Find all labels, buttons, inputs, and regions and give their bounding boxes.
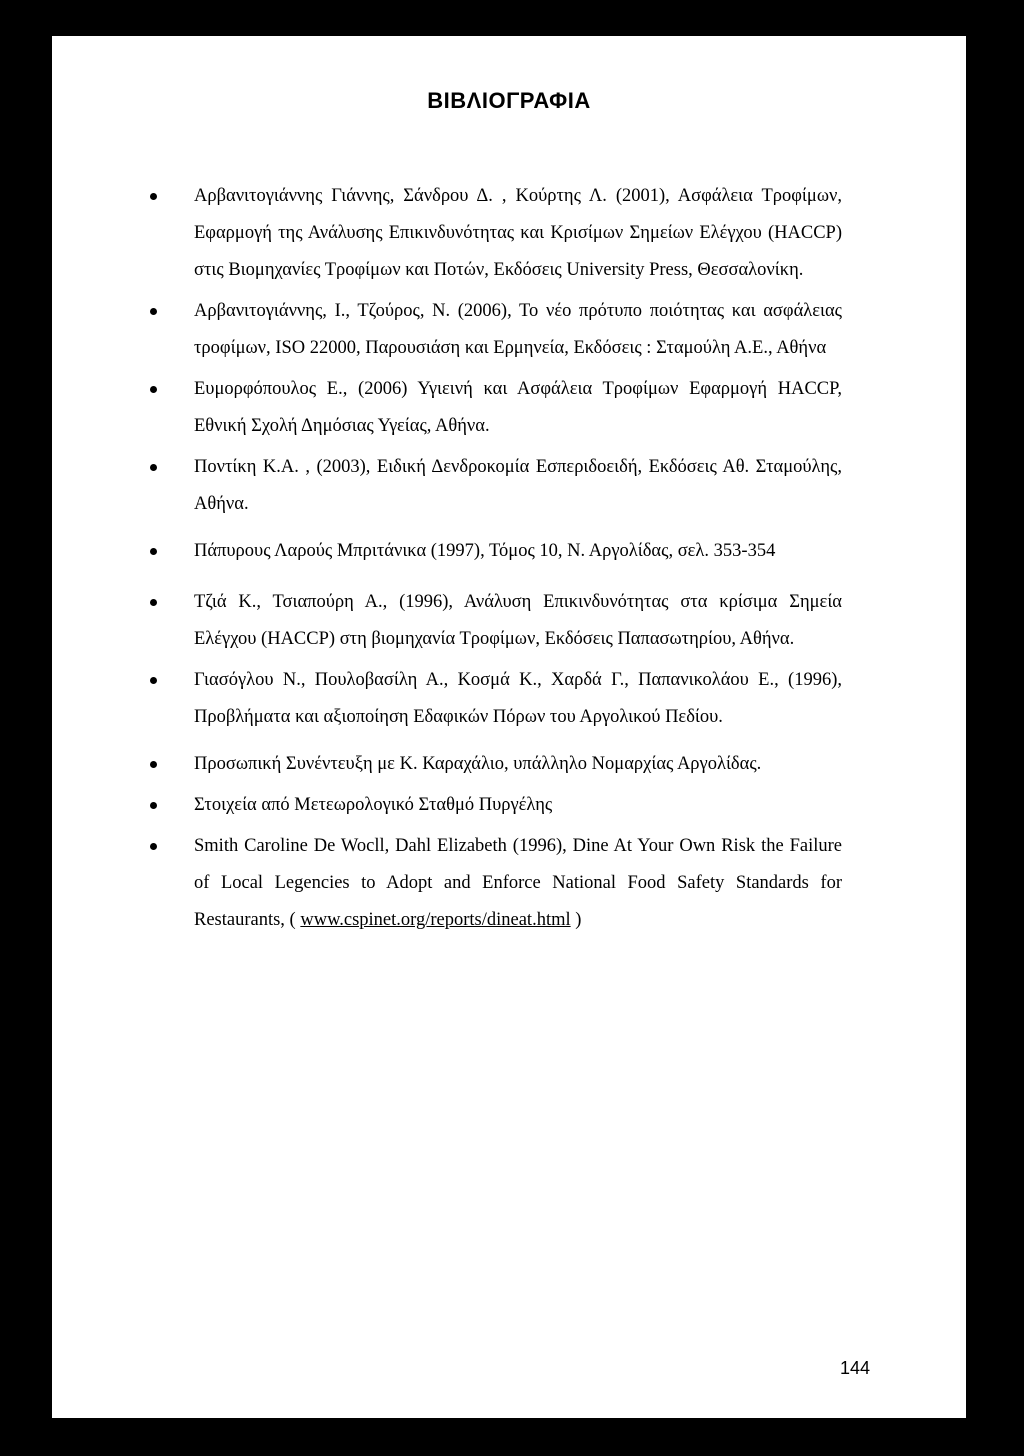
bibliography-list xyxy=(194,178,842,939)
reference-text: Smith Caroline De Wocll, Dahl Elizabeth (1996), Dine At Your Own Risk the Failure of Local Legencies to Adopt and Enforce National Food Safety Standards for Restaurants, ( xyxy=(194,836,842,930)
bullet-icon xyxy=(150,802,157,809)
reference-text: Γιασόγλου Ν., Πουλοβασίλη Α., Κοσμά Κ., Χαρδά Γ., Παπανικολάου Ε., (1996), Προβλήματα και αξιοποίηση Εδαφικών Πόρων του Αργολικού Πεδίου. xyxy=(194,670,842,727)
bullet-icon xyxy=(150,308,157,315)
bibliography-item xyxy=(194,584,842,658)
bibliography-item xyxy=(194,371,842,445)
page-title: ΒΙΒΛΙΟΓΡΑΦΙΑ xyxy=(427,88,591,113)
reference-text: Ποντίκη Κ.Α. , (2003), Ειδική Δενδροκομία Εσπεριδοειδή, Εκδόσεις Αθ. Σταμούλης, Αθήνα. xyxy=(194,457,842,514)
bibliography-item xyxy=(194,828,842,939)
bibliography-item xyxy=(194,533,842,570)
page-number: 144 xyxy=(839,1358,870,1378)
bullet-icon xyxy=(150,386,157,393)
bibliography-item xyxy=(194,662,842,736)
reference-link[interactable]: www.cspinet.org/reports/dineat.html xyxy=(300,910,571,930)
bullet-icon xyxy=(150,548,157,555)
bibliography-item xyxy=(194,787,842,824)
reference-text: Αρβανιτογιάννης, Ι., Τζούρος, Ν. (2006), Το νέο πρότυπο ποιότητας και ασφάλειας τροφίμων, ISO 22000, Παρουσιάση και Ερμηνεία, Εκδόσεις : Σταμούλη Α.Ε., Αθήνα xyxy=(194,301,842,358)
reference-text: Ευμορφόπουλος Ε., (2006) Υγιεινή και Ασφάλεια Τροφίμων Εφαρμογή HACCP, Εθνική Σχολή Δημόσιας Υγείας, Αθήνα. xyxy=(194,379,842,436)
bullet-icon xyxy=(150,464,157,471)
bibliography-item xyxy=(194,293,842,367)
reference-text: Προσωπική Συνέντευξη με Κ. Καραχάλιο, υπάλληλο Νομαρχίας Αργολίδας. xyxy=(194,754,762,774)
bullet-icon xyxy=(150,193,157,200)
reference-text: Στοιχεία από Μετεωρολογικό Σταθμό Πυργέλης xyxy=(194,795,553,815)
document-page xyxy=(52,36,966,1418)
reference-text: Τζιά Κ., Τσιαπούρη Α., (1996), Ανάλυση Επικινδυνότητας στα κρίσιμα Σημεία Ελέγχου (HACCP) στη βιομηχανία Τροφίμων, Εκδόσεις Παπασωτηρίου, Αθήνα. xyxy=(194,592,842,649)
bullet-icon xyxy=(150,761,157,768)
bibliography-item xyxy=(194,449,842,523)
bibliography-item xyxy=(194,178,842,289)
reference-text: Πάπυρους Λαρούς Μπριτάνικα (1997), Τόμος 10, Ν. Αργολίδας, σελ. 353-354 xyxy=(194,541,776,561)
bullet-icon xyxy=(150,677,157,684)
reference-suffix: ) xyxy=(570,910,582,930)
bullet-icon xyxy=(150,599,157,606)
bullet-icon xyxy=(150,843,157,850)
bibliography-item xyxy=(194,746,842,783)
reference-text: Αρβανιτογιάννης Γιάννης, Σάνδρου Δ. , Κούρτης Λ. (2001), Ασφάλεια Τροφίμων, Εφαρμογή της Ανάλυσης Επικινδυνότητας και Κρισίμων Σημείων Ελέγχου (HACCP) στις Βιομηχανίες Τροφίμων και Ποτών, Εκδόσεις University Press, Θεσσαλονίκη. xyxy=(194,186,842,280)
